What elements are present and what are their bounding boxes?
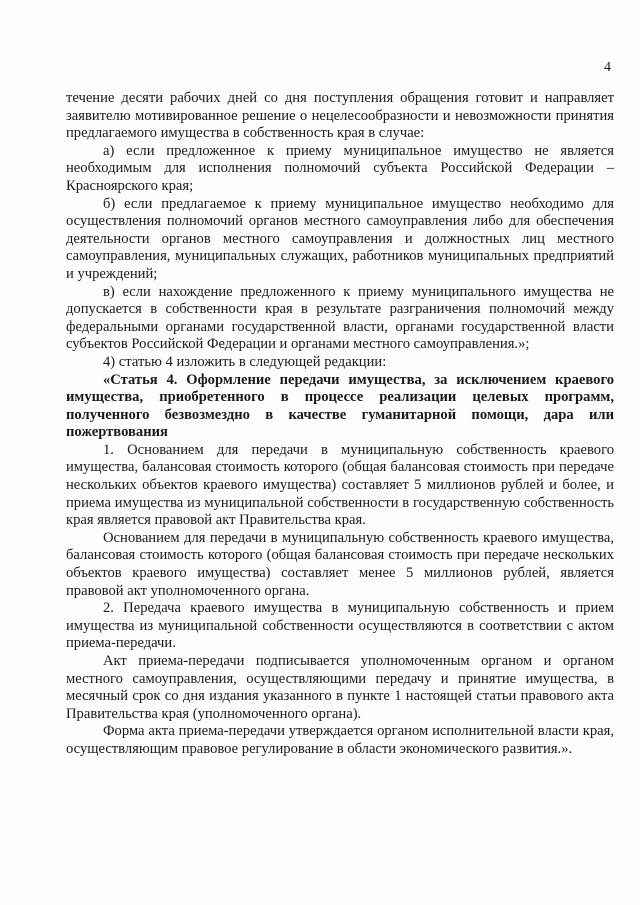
paragraph-item-b: б) если предлагаемое к приему муниципальное имущество необходимо для осуществления полномочий органов местного самоуправления либо для обеспечения деятельности органов местного самоуправления и должностных лиц местного самоуправления, муниципальных служащих, работников муниципальных предприятий и учреждений;: [66, 195, 614, 282]
article-4-clause-1: 1. Основанием для передачи в муниципальную собственность краевого имущества, балансовая стоимость которого (общая балансовая стоимость при передаче нескольких объектов краевого имущества) составляет 5 миллионов рублей и более, и приема имущества из муниципальной собственности в государственную собственность края является правовой акт Правительства края.: [66, 441, 614, 529]
article-4-clause-2: 2. Передача краевого имущества в муниципальную собственность и прием имущества из муниципальной собственности осуществляются в соответствии с актом приема-передачи.: [66, 600, 614, 652]
paragraph-amendment-4: 4) статью 4 изложить в следующей редакции:: [103, 353, 387, 370]
document-body: [66, 90, 614, 759]
paragraph-item-v: в) если нахождение предложенного к приему муниципального имущества не допускается в собственности края в результате разграничения полномочий между федеральными органами государственной власти, органами государственной власти субъектов Российской Федерации и органами местного самоуправления.»;: [66, 283, 614, 353]
article-4-heading: «Статья 4. Оформление передачи имущества, за исключением краевого имущества, приобретенного в процессе реализации целевых программ, полученного безвозмездно в качестве гуманитарной помощи, дара или пожертвования: [66, 371, 614, 441]
article-4-clause-2-part-2: Акт приема-передачи подписывается уполномоченным органом и органом местного самоуправления, осуществляющими передачу и принятие имущества, в месячный срок со дня издания указанного в пункте 1 настоящей статьи правового акта Правительства края (уполномоченного органа).: [66, 653, 614, 722]
article-4-clause-2-part-3: Форма акта приема-передачи утверждается органом исполнительной власти края, осуществляющим правовое регулирование в области экономического развития.».: [66, 723, 614, 757]
article-4-clause-1-part-2: Основанием для передачи в муниципальную собственность краевого имущества, балансовая стоимость которого (общая балансовая стоимость при передаче нескольких объектов краевого имущества) составляет менее 5 миллионов рублей, является правовой акт уполномоченного органа.: [66, 529, 614, 599]
paragraph-intro: течение десяти рабочих дней со дня поступления обращения готовит и направляет заявителю мотивированное решение о нецелесообразности и невозможности принятия предлагаемого имущества в собственность края в случае:: [66, 90, 614, 142]
paragraph-item-a: а) если предложенное к приему муниципальное имущество не является необходимым для исполнения полномочий субъекта Российской Федерации – Красноярского края;: [66, 142, 614, 194]
page-number: 4: [604, 60, 611, 75]
